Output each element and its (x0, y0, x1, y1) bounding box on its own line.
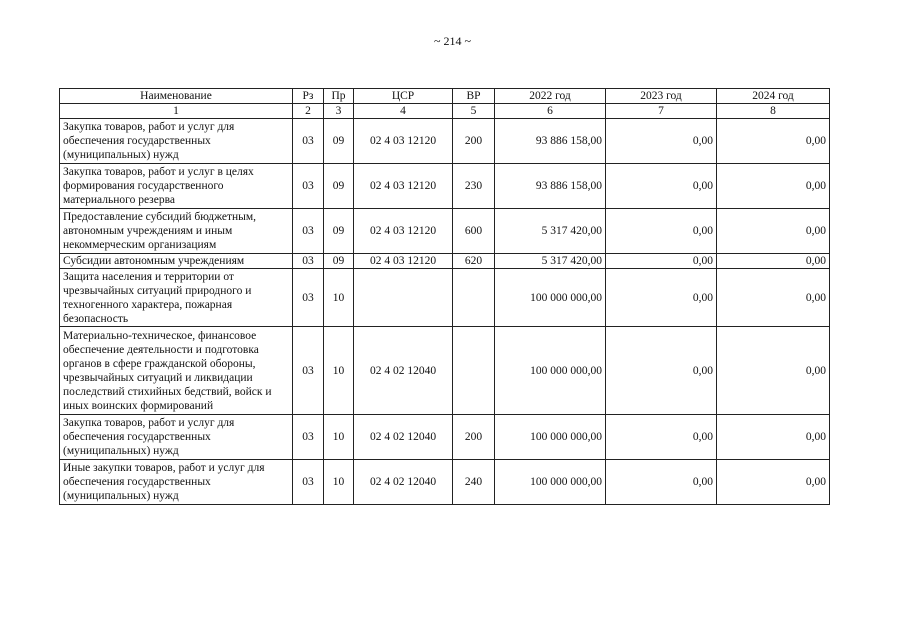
header-csr: ЦСР (354, 89, 453, 104)
budget-table (59, 88, 830, 505)
row-pr: 09 (324, 119, 354, 164)
column-number: 8 (717, 104, 830, 119)
row-vr: 200 (453, 415, 495, 460)
column-number: 2 (293, 104, 324, 119)
row-2022: 93 886 158,00 (495, 164, 606, 209)
row-name: Субсидии автономным учреждениям (60, 254, 293, 269)
header-pr: Пр (324, 89, 354, 104)
row-2024: 0,00 (717, 119, 830, 164)
row-name: Закупка товаров, работ и услуг для обеспечения государственных (муниципальных) нужд (60, 119, 293, 164)
table-row (60, 269, 830, 327)
row-name: Закупка товаров, работ и услуг в целях формирования государственного материального резерва (60, 164, 293, 209)
row-pr: 09 (324, 209, 354, 254)
header-name: Наименование (60, 89, 293, 104)
row-csr: 02 4 02 12040 (354, 415, 453, 460)
row-2022: 5 317 420,00 (495, 209, 606, 254)
row-2022: 100 000 000,00 (495, 327, 606, 415)
table-row (60, 460, 830, 505)
row-rz: 03 (293, 209, 324, 254)
row-2023: 0,00 (606, 164, 717, 209)
row-vr: 240 (453, 460, 495, 505)
row-2023: 0,00 (606, 327, 717, 415)
row-pr: 09 (324, 164, 354, 209)
row-csr (354, 269, 453, 327)
row-2022: 100 000 000,00 (495, 269, 606, 327)
row-2024: 0,00 (717, 460, 830, 505)
table-row (60, 119, 830, 164)
row-2023: 0,00 (606, 415, 717, 460)
row-2023: 0,00 (606, 460, 717, 505)
header-rz: Рз (293, 89, 324, 104)
row-2023: 0,00 (606, 269, 717, 327)
row-2024: 0,00 (717, 209, 830, 254)
row-vr: 620 (453, 254, 495, 269)
table-row (60, 209, 830, 254)
column-number: 6 (495, 104, 606, 119)
row-pr: 10 (324, 269, 354, 327)
row-name: Иные закупки товаров, работ и услуг для обеспечения государственных (муниципальных) нужд (60, 460, 293, 505)
column-number: 1 (60, 104, 293, 119)
row-2023: 0,00 (606, 254, 717, 269)
row-2023: 0,00 (606, 119, 717, 164)
row-vr: 600 (453, 209, 495, 254)
table-row (60, 254, 830, 269)
row-csr: 02 4 03 12120 (354, 164, 453, 209)
row-rz: 03 (293, 254, 324, 269)
column-number: 7 (606, 104, 717, 119)
row-csr: 02 4 03 12120 (354, 254, 453, 269)
row-vr (453, 327, 495, 415)
column-number: 5 (453, 104, 495, 119)
row-csr: 02 4 03 12120 (354, 209, 453, 254)
row-csr: 02 4 02 12040 (354, 327, 453, 415)
row-2022: 5 317 420,00 (495, 254, 606, 269)
row-2024: 0,00 (717, 164, 830, 209)
table-row (60, 415, 830, 460)
header-2024: 2024 год (717, 89, 830, 104)
row-rz: 03 (293, 415, 324, 460)
header-row (60, 89, 830, 104)
column-number: 4 (354, 104, 453, 119)
row-name: Закупка товаров, работ и услуг для обеспечения государственных (муниципальных) нужд (60, 415, 293, 460)
row-vr (453, 269, 495, 327)
row-name: Материально-техническое, финансовое обеспечение деятельности и подготовка органов в сфере гражданской обороны, чрезвычайных ситуаций и ликвидации последствий стихийных бедствий, войск и иных воинских формирований (60, 327, 293, 415)
row-rz: 03 (293, 460, 324, 505)
row-name: Предоставление субсидий бюджетным, автономным учреждениям и иным некоммерческим организациям (60, 209, 293, 254)
row-2022: 93 886 158,00 (495, 119, 606, 164)
table-row (60, 164, 830, 209)
row-vr: 230 (453, 164, 495, 209)
row-rz: 03 (293, 269, 324, 327)
row-csr: 02 4 02 12040 (354, 460, 453, 505)
header-2023: 2023 год (606, 89, 717, 104)
row-2024: 0,00 (717, 415, 830, 460)
column-number-row (60, 104, 830, 119)
row-2023: 0,00 (606, 209, 717, 254)
row-rz: 03 (293, 327, 324, 415)
column-number: 3 (324, 104, 354, 119)
table-row (60, 327, 830, 415)
row-2022: 100 000 000,00 (495, 415, 606, 460)
row-name: Защита населения и территории от чрезвычайных ситуаций природного и техногенного характера, пожарная безопасность (60, 269, 293, 327)
page-number: ~ 214 ~ (434, 34, 471, 48)
row-pr: 10 (324, 327, 354, 415)
row-pr: 09 (324, 254, 354, 269)
row-vr: 200 (453, 119, 495, 164)
row-rz: 03 (293, 164, 324, 209)
row-2022: 100 000 000,00 (495, 460, 606, 505)
row-rz: 03 (293, 119, 324, 164)
row-pr: 10 (324, 460, 354, 505)
header-2022: 2022 год (495, 89, 606, 104)
row-pr: 10 (324, 415, 354, 460)
row-csr: 02 4 03 12120 (354, 119, 453, 164)
row-2024: 0,00 (717, 269, 830, 327)
row-2024: 0,00 (717, 254, 830, 269)
header-vr: ВР (453, 89, 495, 104)
row-2024: 0,00 (717, 327, 830, 415)
